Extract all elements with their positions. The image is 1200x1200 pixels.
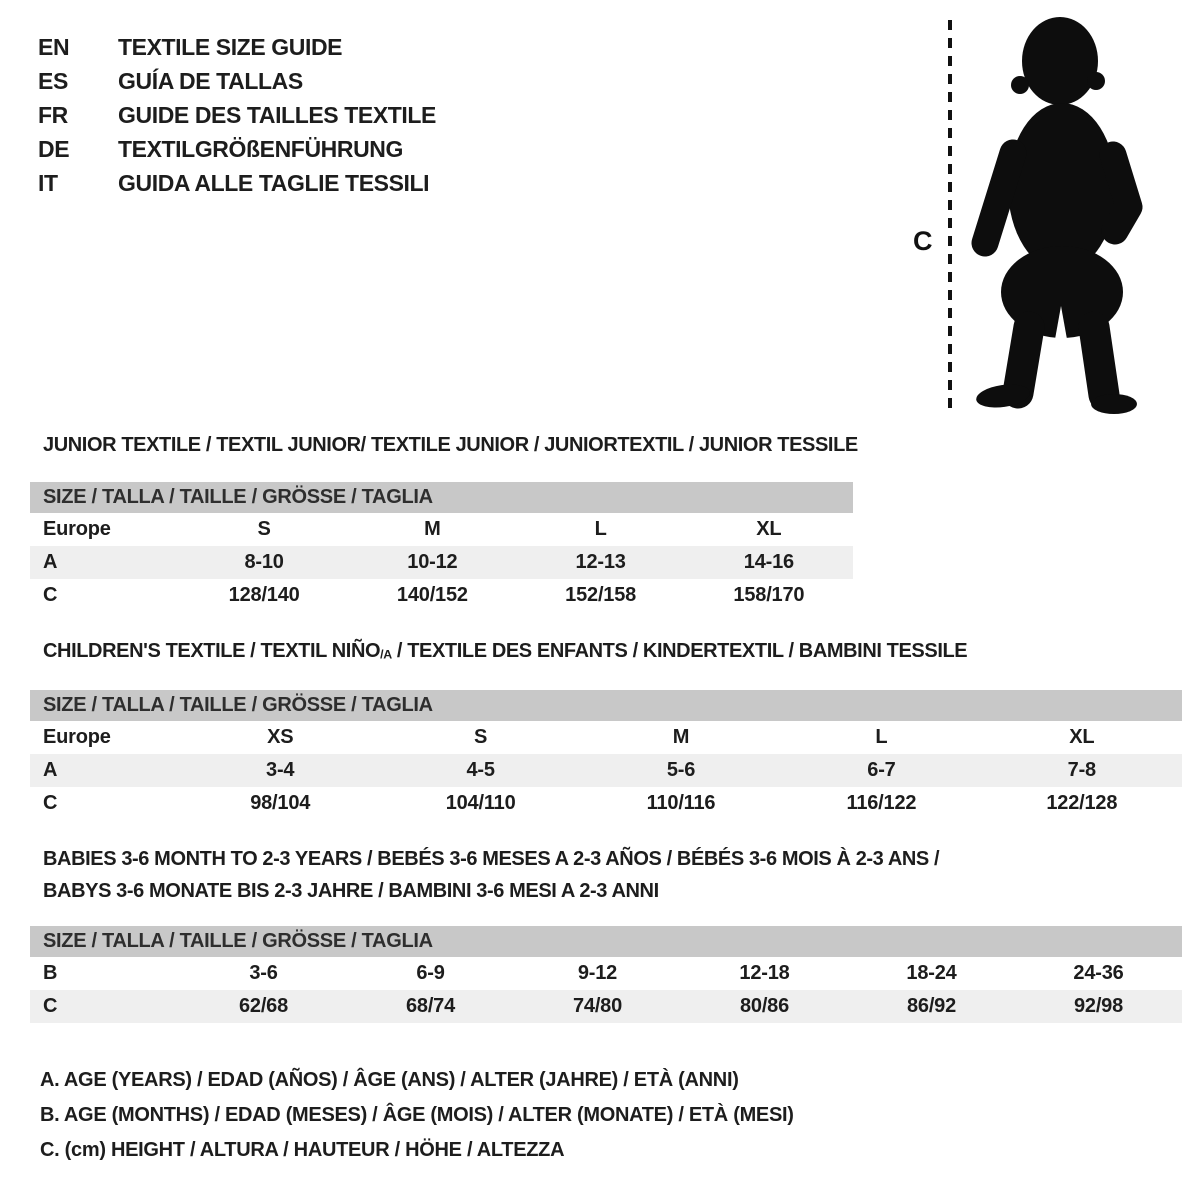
height-cell: 116/122 <box>846 792 917 815</box>
size-cell: M <box>424 518 441 540</box>
age-cell: 6-7 <box>867 759 896 782</box>
months-cell: 18-24 <box>906 962 957 984</box>
age-cell: 4-5 <box>466 759 495 782</box>
childrens-textile-section <box>30 640 1182 820</box>
age-cell: 12-13 <box>575 551 626 573</box>
babies-size-header-bar: SIZE / TALLA / TAILLE / GRÖSSE / TAGLIA <box>30 926 1182 957</box>
toddler-silhouette <box>975 17 1137 417</box>
language-row-fr <box>38 98 436 132</box>
age-cell: 14-16 <box>743 551 794 573</box>
region-label: Europe <box>43 726 111 749</box>
children-age-row <box>30 754 1182 787</box>
children-size-row <box>30 721 1182 754</box>
row-label-age: A <box>43 759 58 782</box>
language-title-list <box>38 30 436 200</box>
legend-age-years: A. AGE (YEARS) / EDAD (AÑOS) / ÂGE (ANS) / ALTER (JAHRE) / ETÀ (ANNI) <box>40 1069 739 1091</box>
height-cell: 74/80 <box>572 995 623 1017</box>
size-cell: XL <box>1069 726 1095 749</box>
babies-section-title-line1: BABIES 3-6 MONTH TO 2-3 YEARS / BEBÉS 3-6 MESES A 2-3 AÑOS / BÉBÉS 3-6 MOIS À 2-3 ANS / <box>43 848 940 870</box>
guide-title-es: GUÍA DE TALLAS <box>118 67 303 94</box>
children-title-post: / TEXTILE DES ENFANTS / KINDERTEXTIL / BAMBINI TESSILE <box>391 640 968 662</box>
language-row-en <box>38 30 436 64</box>
height-cell: 110/116 <box>646 792 716 815</box>
legend-height-cm: C. (cm) HEIGHT / ALTURA / HAUTEUR / HÖHE / ALTEZZA <box>40 1139 565 1161</box>
size-cell: XL <box>756 518 782 540</box>
months-cell: 3-6 <box>249 962 278 984</box>
language-code: FR <box>38 101 68 128</box>
height-measure-label: C <box>913 226 933 256</box>
junior-textile-section <box>30 434 858 612</box>
months-cell: 12-18 <box>739 962 790 984</box>
height-cell: 140/152 <box>396 584 468 606</box>
children-height-row <box>30 787 1182 820</box>
language-code: IT <box>38 169 58 196</box>
row-label-height: C <box>43 584 58 606</box>
language-row-es <box>38 64 436 98</box>
row-label-height: C <box>43 792 58 815</box>
language-code: EN <box>38 33 70 60</box>
guide-title-en: TEXTILE SIZE GUIDE <box>118 33 343 60</box>
junior-age-row <box>30 546 853 579</box>
size-cell: XS <box>267 726 294 749</box>
babies-months-row <box>30 957 1182 990</box>
size-cell: S <box>257 518 271 540</box>
months-cell: 9-12 <box>577 962 618 984</box>
age-cell: 5-6 <box>666 759 696 782</box>
height-cell: 104/110 <box>445 792 516 815</box>
size-cell: L <box>875 726 888 749</box>
row-label-age: A <box>43 551 58 573</box>
measurement-legend <box>40 1063 794 1168</box>
junior-height-row <box>30 579 853 612</box>
children-section-title <box>30 640 1182 665</box>
age-cell: 10-12 <box>407 551 458 573</box>
language-code: DE <box>38 135 70 162</box>
children-size-header-bar: SIZE / TALLA / TAILLE / GRÖSSE / TAGLIA <box>30 690 1182 721</box>
months-cell: 24-36 <box>1073 962 1124 984</box>
region-label: Europe <box>43 518 111 540</box>
height-cell: 68/74 <box>405 995 456 1017</box>
age-cell: 3-4 <box>266 759 295 782</box>
babies-height-row <box>30 990 1182 1023</box>
babies-textile-section <box>30 843 1182 1023</box>
language-row-it <box>38 166 436 200</box>
height-cell: 158/170 <box>733 584 805 606</box>
height-cell: 86/92 <box>906 995 957 1017</box>
guide-title-it: GUIDA ALLE TAGLIE TESSILI <box>118 169 430 196</box>
height-cell: 122/128 <box>1046 792 1118 815</box>
size-cell: S <box>474 726 488 749</box>
height-cell: 80/86 <box>739 995 790 1017</box>
height-cell: 62/68 <box>238 995 289 1017</box>
height-cell: 92/98 <box>1073 995 1124 1017</box>
size-cell: M <box>672 726 690 749</box>
guide-title-de: TEXTILGRÖßENFÜHRUNG <box>118 135 403 162</box>
language-row-de <box>38 132 436 166</box>
size-cell: L <box>594 518 607 540</box>
children-title-subscript: /A <box>380 647 392 662</box>
toddler-silhouette-figure <box>895 8 1160 428</box>
height-cell: 128/140 <box>228 584 300 606</box>
height-cell: 152/158 <box>565 584 637 606</box>
children-title-pre: CHILDREN'S TEXTILE / TEXTIL NIÑO <box>43 640 381 662</box>
babies-section-title-line2: BABYS 3-6 MONATE BIS 2-3 JAHRE / BAMBINI 3-6 MESI A 2-3 ANNI <box>43 880 659 902</box>
junior-size-row <box>30 513 853 546</box>
row-label-months: B <box>43 962 58 984</box>
row-label-height: C <box>43 995 58 1017</box>
age-cell: 8-10 <box>244 551 284 573</box>
age-cell: 7-8 <box>1067 759 1096 782</box>
months-cell: 6-9 <box>416 962 445 984</box>
legend-age-months: B. AGE (MONTHS) / EDAD (MESES) / ÂGE (MOIS) / ALTER (MONATE) / ETÀ (MESI) <box>40 1104 794 1126</box>
height-cell: 98/104 <box>250 792 311 815</box>
junior-size-header-bar: SIZE / TALLA / TAILLE / GRÖSSE / TAGLIA <box>30 482 853 513</box>
junior-section-title: JUNIOR TEXTILE / TEXTIL JUNIOR/ TEXTILE JUNIOR / JUNIORTEXTIL / JUNIOR TESSILE <box>43 434 858 456</box>
language-code: ES <box>38 67 68 94</box>
guide-title-fr: GUIDE DES TAILLES TEXTILE <box>118 101 436 128</box>
